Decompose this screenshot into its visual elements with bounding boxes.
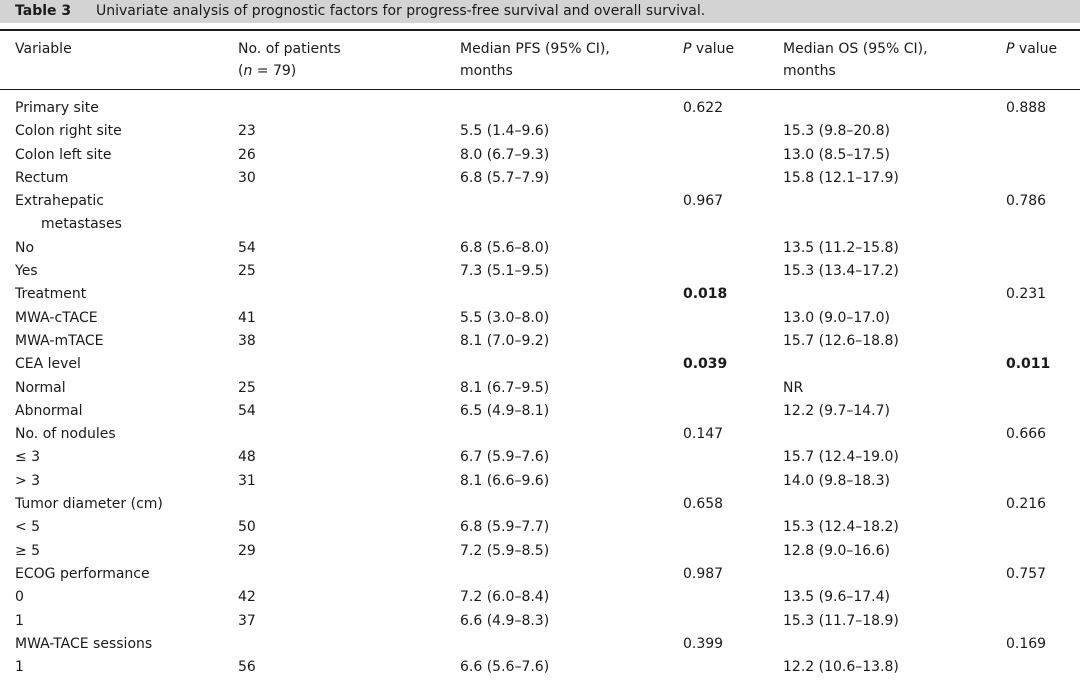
cell-p-value-pfs: 0.018: [683, 286, 728, 303]
cell-p-value-os: 0.666: [1006, 426, 1047, 443]
cell-median-os: 15.3 (9.8–20.8): [783, 123, 890, 140]
cell-median-os: 15.7 (12.4–19.0): [783, 449, 899, 466]
table-row: [0, 260, 1080, 283]
cell-median-pfs: 7.3 (5.1–9.5): [460, 263, 550, 280]
cell-median-pfs: 8.1 (7.0–9.2): [460, 332, 550, 349]
cell-variable: > 3: [15, 472, 41, 489]
cell-p-value-os: 0.757: [1006, 565, 1047, 582]
header-median-os: Median OS (95% CI), months: [783, 41, 928, 79]
table-row: [0, 353, 1080, 376]
cell-patients: 38: [238, 332, 256, 349]
cell-variable: 0: [15, 589, 24, 606]
cell-p-value-os: 0.169: [1006, 635, 1047, 652]
table-body: [0, 97, 1080, 679]
table-title: Univariate analysis of prognostic factors for progress-free survival and overall survival.: [96, 3, 706, 19]
table-row: [0, 120, 1080, 143]
cell-variable: 1: [15, 659, 24, 676]
cell-variable: MWA-mTACE: [15, 332, 104, 349]
cell-variable: Rectum: [15, 169, 69, 186]
header-p-value-os: P value: [1006, 41, 1058, 57]
table-row: [0, 167, 1080, 190]
cell-median-os: 12.2 (10.6–13.8): [783, 659, 899, 676]
cell-median-pfs: 6.8 (5.9–7.7): [460, 519, 550, 536]
cell-median-os: 15.3 (11.7–18.9): [783, 612, 899, 629]
table-row: [0, 190, 1080, 237]
cell-variable: < 5: [15, 519, 41, 536]
table-row: [0, 283, 1080, 306]
cell-median-os: 13.5 (9.6–17.4): [783, 589, 890, 606]
table-row: [0, 563, 1080, 586]
header-variable: Variable: [15, 41, 72, 57]
table-row: [0, 377, 1080, 400]
table-caption: [0, 0, 1080, 23]
cell-variable: Abnormal: [15, 402, 83, 419]
cell-patients: 54: [238, 239, 256, 256]
cell-median-os: NR: [783, 379, 804, 396]
cell-median-os: 13.0 (9.0–17.0): [783, 309, 890, 326]
cell-patients: 23: [238, 123, 256, 140]
cell-variable: ECOG performance: [15, 565, 150, 582]
cell-p-value-pfs: 0.987: [683, 565, 724, 582]
table-row: [0, 493, 1080, 516]
table-row: [0, 237, 1080, 260]
cell-p-value-pfs: 0.967: [683, 193, 724, 210]
cell-patients: 29: [238, 542, 256, 559]
header-median-pfs: Median PFS (95% CI), months: [460, 41, 610, 79]
cell-variable: 1: [15, 612, 24, 629]
top-rule: [0, 29, 1080, 31]
cell-variable: Colon right site: [15, 123, 122, 140]
cell-patients: 25: [238, 263, 256, 280]
cell-variable: CEA level: [15, 356, 81, 373]
cell-median-pfs: 7.2 (6.0–8.4): [460, 589, 550, 606]
table-row: [0, 400, 1080, 423]
cell-patients: 30: [238, 169, 256, 186]
cell-variable: No: [15, 239, 35, 256]
cell-p-value-os: 0.011: [1006, 356, 1051, 373]
cell-median-pfs: 6.5 (4.9–8.1): [460, 402, 550, 419]
cell-median-pfs: 6.6 (5.6–7.6): [460, 659, 550, 676]
cell-median-pfs: 6.7 (5.9–7.6): [460, 449, 550, 466]
cell-variable: [15, 190, 230, 237]
cell-variable: No. of nodules: [15, 426, 116, 443]
table-row: [0, 470, 1080, 493]
table-row: [0, 307, 1080, 330]
table-row: [0, 330, 1080, 353]
table-row: [0, 97, 1080, 120]
cell-patients: 42: [238, 589, 256, 606]
cell-p-value-os: 0.786: [1006, 193, 1047, 210]
table-row: [0, 446, 1080, 469]
cell-median-os: 14.0 (9.8–18.3): [783, 472, 890, 489]
cell-p-value-os: 0.231: [1006, 286, 1047, 303]
cell-variable-line2: metastases: [41, 216, 122, 233]
cell-median-pfs: 5.5 (3.0–8.0): [460, 309, 550, 326]
table-row: [0, 633, 1080, 656]
cell-median-os: 13.0 (8.5–17.5): [783, 146, 890, 163]
cell-patients: 56: [238, 659, 256, 676]
cell-p-value-pfs: 0.399: [683, 635, 724, 652]
cell-median-pfs: 8.1 (6.6–9.6): [460, 472, 550, 489]
cell-median-os: 13.5 (11.2–15.8): [783, 239, 899, 256]
header-p-value-pfs: P value: [683, 41, 735, 57]
cell-variable: ≤ 3: [15, 449, 41, 466]
cell-variable: Yes: [15, 263, 38, 280]
cell-median-pfs: 7.2 (5.9–8.5): [460, 542, 550, 559]
cell-patients: 25: [238, 379, 256, 396]
cell-p-value-os: 0.216: [1006, 496, 1047, 513]
cell-patients: 31: [238, 472, 256, 489]
cell-variable: Primary site: [15, 100, 99, 116]
cell-median-os: 15.3 (13.4–17.2): [783, 263, 899, 280]
cell-median-os: 15.3 (12.4–18.2): [783, 519, 899, 536]
cell-patients: 50: [238, 519, 256, 536]
cell-median-pfs: 6.8 (5.6–8.0): [460, 239, 550, 256]
table-row: [0, 423, 1080, 446]
cell-variable-line1: Extrahepatic: [15, 193, 104, 210]
cell-p-value-pfs: 0.039: [683, 356, 728, 373]
cell-patients: 41: [238, 309, 256, 326]
cell-median-pfs: 8.1 (6.7–9.5): [460, 379, 550, 396]
cell-p-value-pfs: 0.622: [683, 100, 724, 116]
cell-median-os: 15.8 (12.1–17.9): [783, 169, 899, 186]
cell-median-os: 15.7 (12.6–18.8): [783, 332, 899, 349]
cell-variable: ≥ 5: [15, 542, 41, 559]
cell-median-os: 12.2 (9.7–14.7): [783, 402, 890, 419]
cell-variable: MWA-TACE sessions: [15, 635, 153, 652]
cell-patients: 37: [238, 612, 256, 629]
cell-patients: 48: [238, 449, 256, 466]
cell-p-value-pfs: 0.147: [683, 426, 724, 443]
header-patients: No. of patients (n = 79): [238, 41, 341, 79]
table-row: [0, 540, 1080, 563]
cell-p-value-pfs: 0.658: [683, 496, 724, 513]
cell-variable: Colon left site: [15, 146, 112, 163]
table-row: [0, 610, 1080, 633]
cell-patients: 54: [238, 402, 256, 419]
cell-variable: Normal: [15, 379, 66, 396]
table-row: [0, 656, 1080, 679]
cell-median-os: 12.8 (9.0–16.6): [783, 542, 890, 559]
cell-p-value-os: 0.888: [1006, 100, 1047, 116]
header-rule: [0, 89, 1080, 90]
cell-median-pfs: 8.0 (6.7–9.3): [460, 146, 550, 163]
table-row: [0, 516, 1080, 539]
cell-variable: Tumor diameter (cm): [15, 496, 163, 513]
cell-median-pfs: 6.8 (5.7–7.9): [460, 169, 550, 186]
cell-variable: MWA-cTACE: [15, 309, 98, 326]
table-row: [0, 586, 1080, 609]
table-row: [0, 144, 1080, 167]
table-label: Table 3: [15, 3, 72, 19]
cell-median-pfs: 5.5 (1.4–9.6): [460, 123, 550, 140]
cell-patients: 26: [238, 146, 256, 163]
cell-median-pfs: 6.6 (4.9–8.3): [460, 612, 550, 629]
cell-variable: Treatment: [15, 286, 87, 303]
